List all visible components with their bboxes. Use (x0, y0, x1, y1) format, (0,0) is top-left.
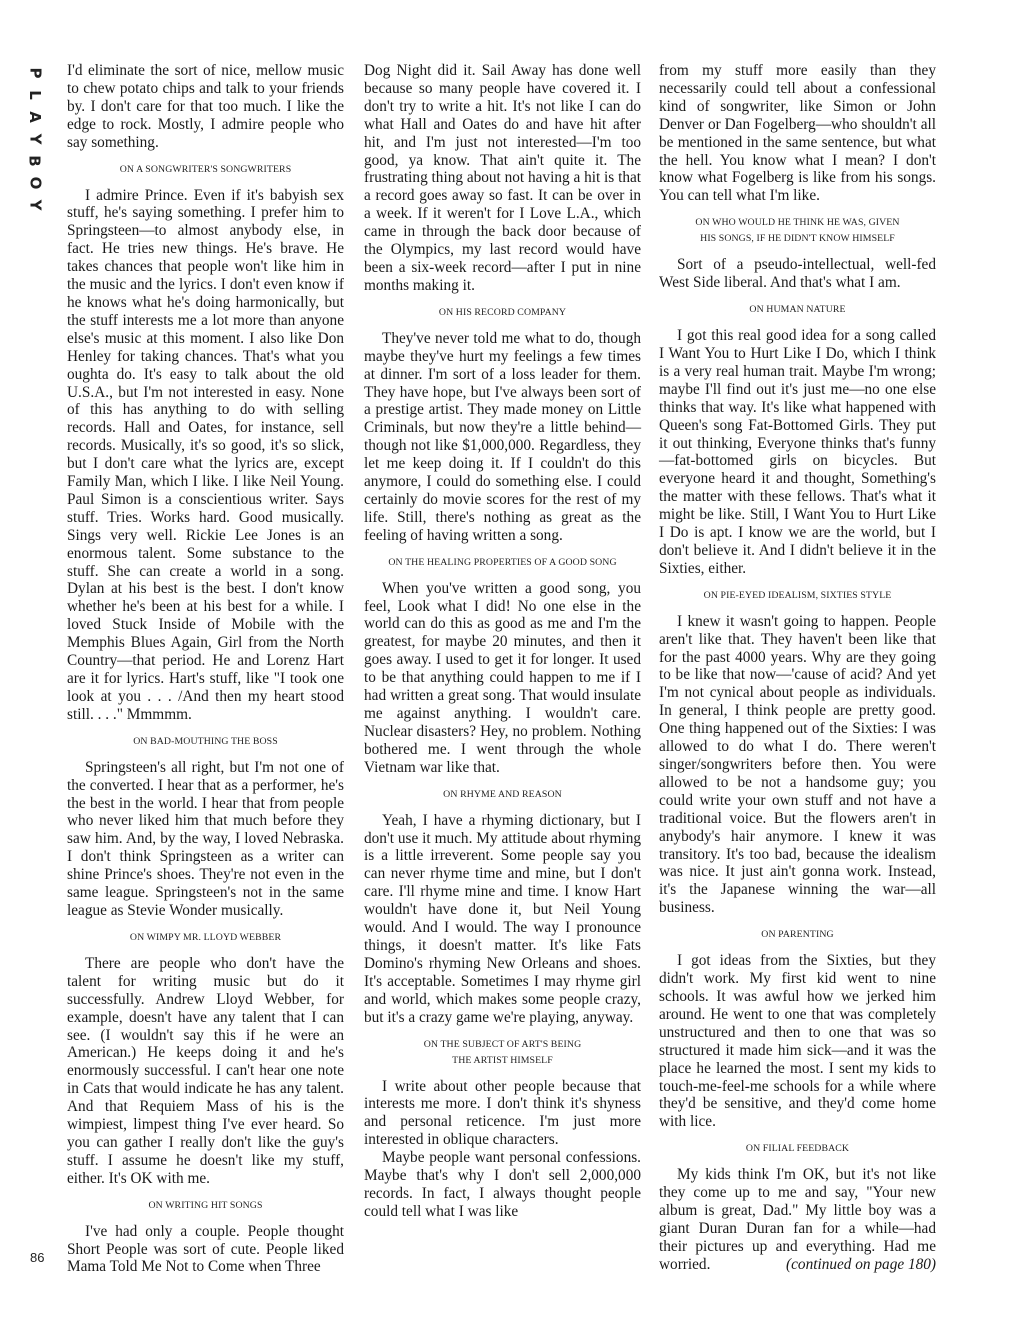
paragraph: Dog Night did it. Sail Away has done well because so many people have covered it. I don't try to write a hit. It's not like I can do what Hall and Oates do and have hit after hit, and I'm just not interested—I'm too good, ya know. That ain't quite it. The frustrating thing about not having a hit is that a record goes away so fast. It can be over in a week. If it weren't for I Love L.A., which came in through the back door because of the Olympics, my last record would have been a six-week record—after I put in nine months making it. (364, 62, 642, 294)
paragraph: I got ideas from the Sixties, but they didn't work. My first kid went to nine schools. It was awful how we jerked him around. He went to one that was completely unstructured and then to one that was so structured it made him sick—and it was the place he learned the most. I sent my kids to touch-me-feel-me schools for a while where they'd be sensitive, and they'd come home with lice. (659, 952, 936, 1131)
paragraph (659, 1166, 936, 1273)
paragraph: from my stuff more easily than they necessarily could tell about a confessional kind of songwriter, like Simon or John Denver or Dan Fogelberg—who shouldn't all be mentioned in the same sentence, but what the hell. You know what I mean? I don't know what Fogelberg is like from his songs. You can tell what I'm like. (659, 62, 936, 205)
section-heading: ON A SONGWRITER'S SONGWRITERS (119, 163, 292, 175)
paragraph: When you've written a good song, you feel, Look what I did! No one else in the world can do this as good as me and I'm the greatest, for maybe 20 minutes, and then it goes away. I used to get it for longer. It used to be that anything could happen to me if I had written a great song. That would insulate me against anything. I wouldn't care. Nuclear disasters? Hey, no problem. Nothing bothered me. I went through the whole Vietnam war like that. (364, 579, 641, 776)
page-number: 86 (30, 1250, 45, 1265)
section-heading: ON RHYME AND REASON (443, 788, 562, 800)
paragraph: I write about other people because that interests me more. I don't think it's shyness and personal reticence. I'm just more interested in oblique characters. (364, 1077, 641, 1149)
paragraph: Maybe people want personal confessions. Maybe that's why I don't sell 2,000,000 records. In fact, I always thought people could tell what I was like (364, 1149, 641, 1220)
paragraph: I knew it wasn't going to happen. People aren't like that. They haven't been like that for the past 4000 years. Why are they going to be like that now—'cause of acid? And yet I'm not cynical about people as individuals. In general, I think people are pretty good. One thing happened out of the Sixties: I was allowed to do what I do. There weren't singer/songwriters before then. You were allowed to be not a handsome guy; you could write your own stuff and not have a traditional voice. But the flowers aren't in anybody's hair anymore. I knew it was transitory. It's too bad, because the idealism was nice. It just ain't gonna work. Instead, it's the Japanese winning the war—all business. (659, 612, 936, 917)
paragraph: Springsteen's all right, but I'm not one of the converted. I hear that as a performer, he's the best in the world. I hear that from people who never liked him that much before they saw him. And, by the way, I loved Nebraska. I don't think Springsteen as a writer can shine Prince's shoes. They're not even in the same league. Springsteen's not in the same league as Stevie Wonder musically. (67, 758, 344, 919)
logo-letter: O (25, 176, 44, 190)
logo-letter: Y (26, 199, 44, 211)
paragraph: I've had only a couple. People thought Short People was sort of cute. People liked Mama Told Me Not to Come when Three (67, 1222, 344, 1276)
paragraph: There are people who don't have the talent for writing music but do it successfully. Andrew Lloyd Webber, for example, doesn't have any talent that I can see. (I wouldn't say this if he were an American.) He keeps doing it and he's enormously successful. I can't hear one note in Cats that would indicate he has any talent. And that Requiem Mass of his is the wimpiest, limpest thing I've ever heard. So you can gather I really don't like the guy's stuff. I assume he doesn't like my stuff, either. It's OK with me. (67, 954, 344, 1187)
heading-line: ON THE SUBJECT OF ART'S BEING (423, 1038, 582, 1050)
heading-line: HIS SONGS, IF HE DIDN'T KNOW HIMSELF (700, 233, 895, 245)
paragraph: I got this real good idea for a song called I Want You to Hurt Like I Do, which I think is a very real human trait. Maybe I'm wrong; maybe I'll find out it's just me—no one else thinks that way. It's like what happened with Queen's song Fat-Bottomed Girls. They put it out thinking, Everyone thinks that's funny—fat-bottomed girls on bicycles. But everyone heard it and thought, Something's the matter with these fellows. That's what it might be like. Still, I Want You to Hurt Like I Do is apt. I know we are the world, but I don't believe it. And I didn't believe it in the Sixties, either. (659, 327, 936, 577)
logo-letter: Y (26, 133, 44, 145)
column-left (67, 62, 344, 1276)
section-heading: ON HUMAN NATURE (749, 304, 846, 316)
section-heading (659, 215, 936, 247)
magazine-vertical-logo (26, 62, 44, 216)
continued-note: (continued on page 180) (786, 1255, 936, 1273)
section-heading (364, 1037, 641, 1069)
section-heading: ON BAD-MOUTHING THE BOSS (133, 735, 278, 747)
paragraph: Yeah, I have a rhyming dictionary, but I don't use it much. My attitude about rhyming is a little irreverent. Some people say you can never rhyme time and mine, but I don't care. I'll rhyme mine and time. I know Hart wouldn't have done it, but Neil Young would. And I would. The way I pronounce things, it doesn't matter. It's like Fats Domino's rhyming New Orleans and shoes. It's acceptable. Sometimes I may rhyme girl and world, which makes some people crazy, but it's a crazy game we're playing, anyway. (364, 811, 641, 1026)
section-heading: ON WIMPY MR. LLOYD WEBBER (129, 931, 282, 943)
logo-letter: L (26, 90, 44, 100)
section-heading: ON HIS RECORD COMPANY (438, 306, 567, 318)
heading-line: THE ARTIST HIMSELF (452, 1054, 553, 1066)
section-heading: ON WRITING HIT SONGS (148, 1199, 263, 1211)
section-heading: ON PIE-EYED IDEALISM, SIXTIES STYLE (703, 589, 892, 601)
section-heading: ON PARENTING (761, 929, 834, 941)
section-heading: ON FILIAL FEEDBACK (745, 1143, 850, 1155)
logo-letter: A (25, 111, 44, 123)
paragraph-text: My kids think I'm OK, but it's not like they come up to me and say, "Your new album is great, Dad." My little boy was a giant Duran Duran fan for a while—had their pictures up and everything. Had me worried. (659, 1166, 936, 1273)
column-middle (364, 62, 641, 1221)
logo-letter: P (26, 67, 44, 79)
paragraph: I admire Prince. Even if it's babyish sex stuff, he's saying something. I prefer him to Springsteen—to almost anybody else, in fact. He tries new things. He's brave. He takes chances that people won't like him in the music and the lyrics. I don't even know if he knows what he's doing harmonically, but the stuff interests me a lot more than anyone else's music at this moment. I also like Don Henley for taking chances. That's what you oughta do. It's easy to talk about the old U.S.A., but I'm not interested in easy. None of this has anything to do with selling records. Hall and Oates, for instance, sell records. Musically, it's so good, it's so slick, but I don't care what the lyrics are, except Family Man, which I like. I like Neil Young. Paul Simon is a conscientious writer. Says stuff. Tries. Works hard. Good musically. Sings very well. Rickie Lee Jones is an enormous talent. Some substance to the stuff. She can create a world in a song. Dylan at his best is the best. I don't know whether he's been at his best for a while. I loved Stuck Inside of Mobile with the Memphis Blues Again, Girl from the North Country—that period. He and Lorenz Hart are it for lyrics. Hart's stuff, like "I took one look at you . . . /And then my heart stood still. . . ." Mmmmm. (67, 186, 344, 723)
paragraph: I'd eliminate the sort of nice, mellow music to chew potato chips and talk to your friends by. I don't care for that too much. I like the edge to rock. Mostly, I admire people who say something. (67, 62, 344, 151)
logo-letter: B (26, 155, 44, 167)
paragraph: They've never told me what to do, though maybe they've hurt my feelings a few times at dinner. I'm sort of a loss leader for them. They have hope, but I've always been sort of a prestige artist. They made money on Little Criminals, but now they're a little behind—though not like $1,000,000. Regardless, they let me keep doing it. If I couldn't do this anymore, I could do something else. I could certainly do movie scores for the rest of my life. Still, there's nothing as great as the feeling of having written a song. (364, 329, 641, 544)
paragraph: Sort of a pseudo-intellectual, well-fed West Side liberal. And that's what I am. (659, 256, 936, 292)
heading-line: ON WHO WOULD HE THINK HE WAS, GIVEN (695, 217, 900, 229)
section-heading: ON THE HEALING PROPERTIES OF A GOOD SONG (388, 556, 617, 568)
column-right (659, 62, 936, 1274)
